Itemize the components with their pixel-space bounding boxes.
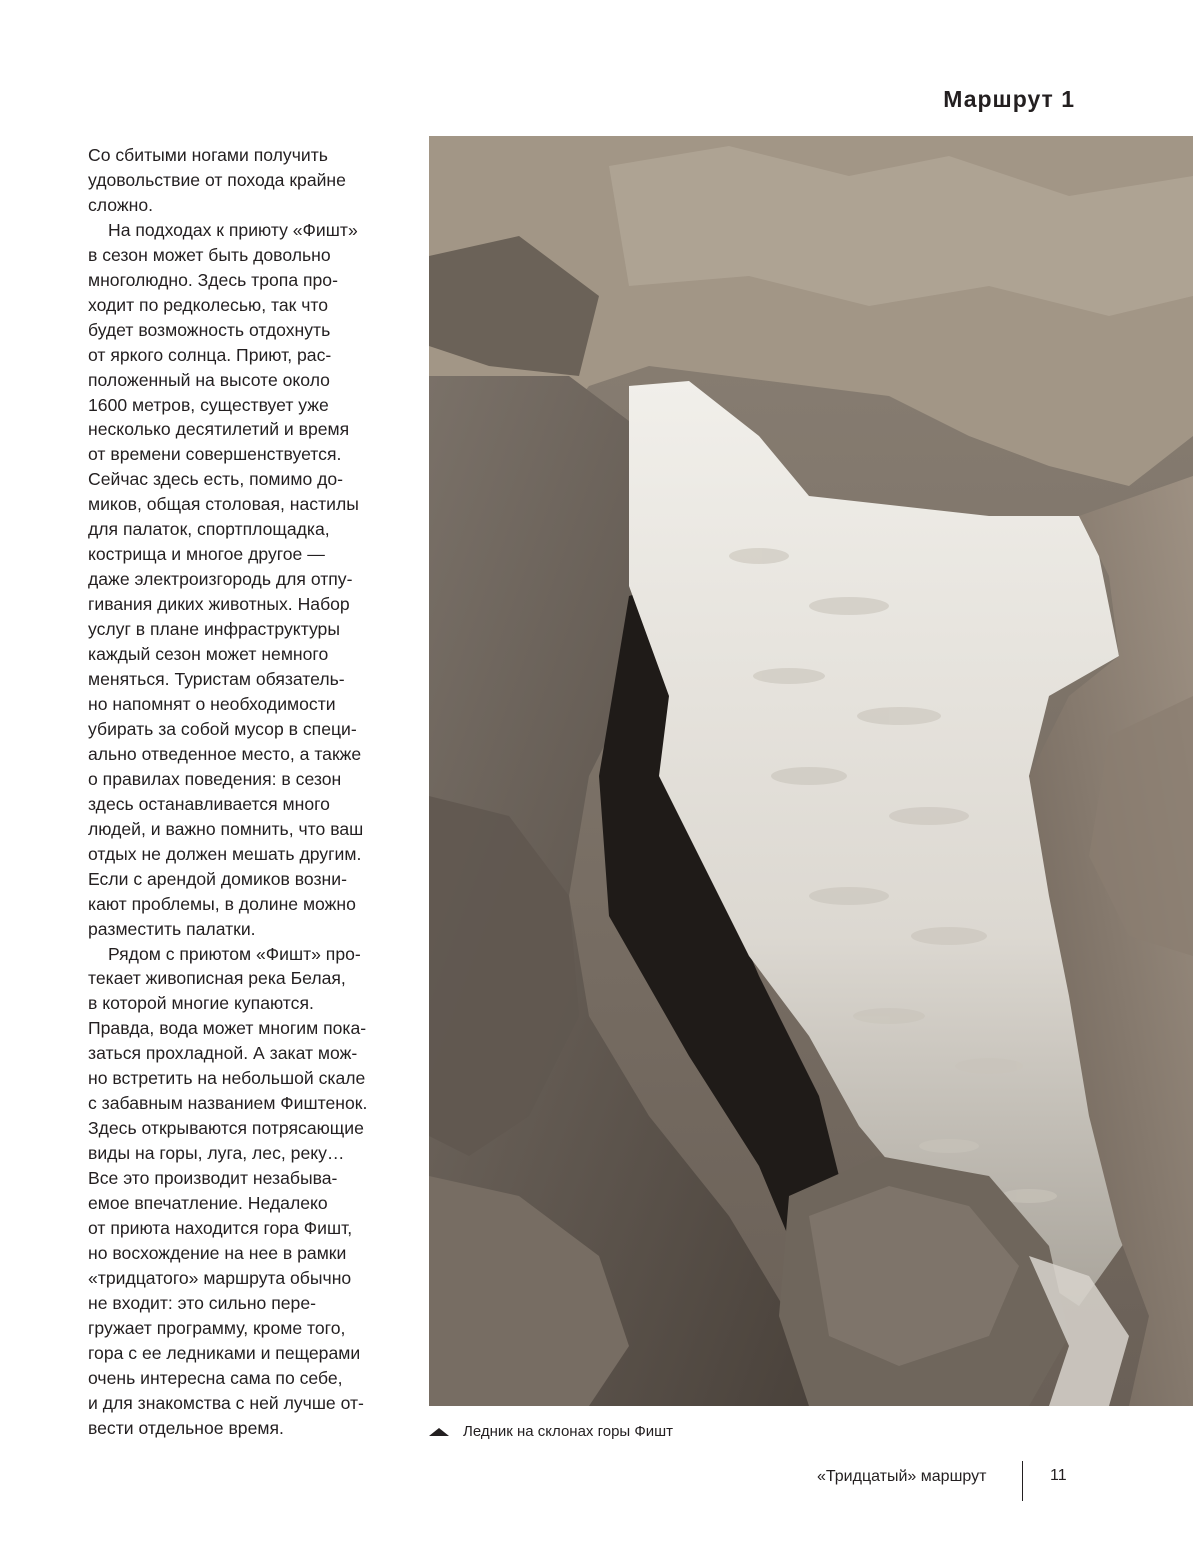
article-body (88, 143, 388, 1441)
body-text-line: Если с арендой домиков возни- (88, 868, 347, 889)
body-text-line: Правда, вода может многим пока- (88, 1018, 367, 1039)
body-text-line: в которой многие купаются. (88, 993, 314, 1014)
body-text-line: но восхождение на нее в рамки (88, 1242, 347, 1263)
page-number: 11 (1050, 1467, 1067, 1484)
body-text-line: отдых не должен мешать другим. (88, 843, 362, 864)
body-text-line: от приюта находится гора Фишт, (88, 1217, 353, 1238)
photo-caption (429, 1423, 673, 1440)
body-text-line: Все это производит незабыва- (88, 1168, 338, 1189)
body-text-line: несколько десятилетий и время (88, 419, 350, 440)
body-text-line: от времени совершенствуется. (88, 444, 342, 465)
body-text-line: миков, общая столовая, настилы (88, 494, 359, 515)
triangle-up-icon (429, 1428, 449, 1436)
body-text-line: но встретить на небольшой скале (88, 1068, 366, 1089)
body-text-line: текает живописная река Белая, (88, 968, 346, 989)
body-text-line: Рядом с приютом «Фишт» про- (108, 943, 361, 964)
body-text-line: гора с ее ледниками и пещерами (88, 1342, 361, 1363)
body-text-line: удовольствие от похода крайне (88, 169, 346, 190)
body-text-line: заться прохладной. А закат мож- (88, 1043, 358, 1064)
body-text-line: но напомнят о необходимости (88, 693, 336, 714)
body-text-line: здесь останавливается много (88, 793, 330, 814)
body-text-line: убирать за собой мусор в специ- (88, 718, 357, 739)
body-text-line: в сезон может быть довольно (88, 244, 331, 265)
body-text-line: виды на горы, луга, лес, реку… (88, 1143, 345, 1164)
body-text-line: людей, и важно помнить, что ваш (88, 818, 364, 839)
body-text-line: ально отведенное место, а также (88, 743, 362, 764)
chapter-title: Маршрут 1 (943, 86, 1075, 112)
body-text-line: 1600 метров, существует уже (88, 394, 329, 415)
body-text-line: емое впечатление. Недалеко (88, 1193, 328, 1214)
body-text-line: Здесь открываются потрясающие (88, 1118, 364, 1139)
body-text-line: Сейчас здесь есть, помимо до- (88, 469, 344, 490)
running-footer-title: «Тридцатый» маршрут (817, 1468, 987, 1485)
body-text-line: сложно. (88, 194, 154, 215)
body-text-line: Со сбитыми ногами получить (88, 145, 328, 165)
footer-divider (1022, 1461, 1023, 1501)
body-text-line: каждый сезон может немного (88, 644, 329, 665)
caption-text: Ледник на склонах горы Фишт (463, 1423, 674, 1440)
body-text-line: «тридцатого» маршрута обычно (88, 1267, 352, 1288)
body-text-line: от яркого солнца. Приют, рас- (88, 344, 332, 365)
body-text-line: вести отдельное время. (88, 1417, 284, 1438)
body-text-line: услуг в плане инфраструктуры (88, 619, 340, 640)
body-text-line: разместить палатки. (88, 918, 256, 939)
body-text-line: положенный на высоте около (88, 369, 330, 390)
body-text-line: не входит: это сильно пере- (88, 1292, 316, 1313)
body-text-line: кострища и многое другое — (88, 544, 325, 565)
body-text-line: очень интересна сама по себе, (88, 1367, 343, 1388)
body-text-line: для палаток, спортплощадка, (88, 519, 330, 540)
body-text-line: с забавным названием Фиштенок. (88, 1093, 368, 1114)
body-text-line: кают проблемы, в долине можно (88, 893, 356, 914)
body-text-line: меняться. Туристам обязатель- (88, 669, 345, 690)
glacier-photo (429, 136, 1193, 1406)
body-text-line: На подходах к приюту «Фишт» (108, 219, 358, 240)
body-text-line: и для знакомства с ней лучше от- (88, 1392, 364, 1413)
body-text-line: гивания диких животных. Набор (88, 594, 350, 615)
body-text-line: многолюдно. Здесь тропа про- (88, 269, 338, 290)
body-text-line: о правилах поведения: в сезон (88, 768, 342, 789)
body-text-line: будет возможность отдохнуть (88, 319, 331, 340)
body-text-line: даже электроизгородь для отпу- (88, 569, 353, 590)
body-text-line: гружает программу, кроме того, (88, 1317, 346, 1338)
body-text-line: ходит по редколесью, так что (88, 294, 329, 315)
